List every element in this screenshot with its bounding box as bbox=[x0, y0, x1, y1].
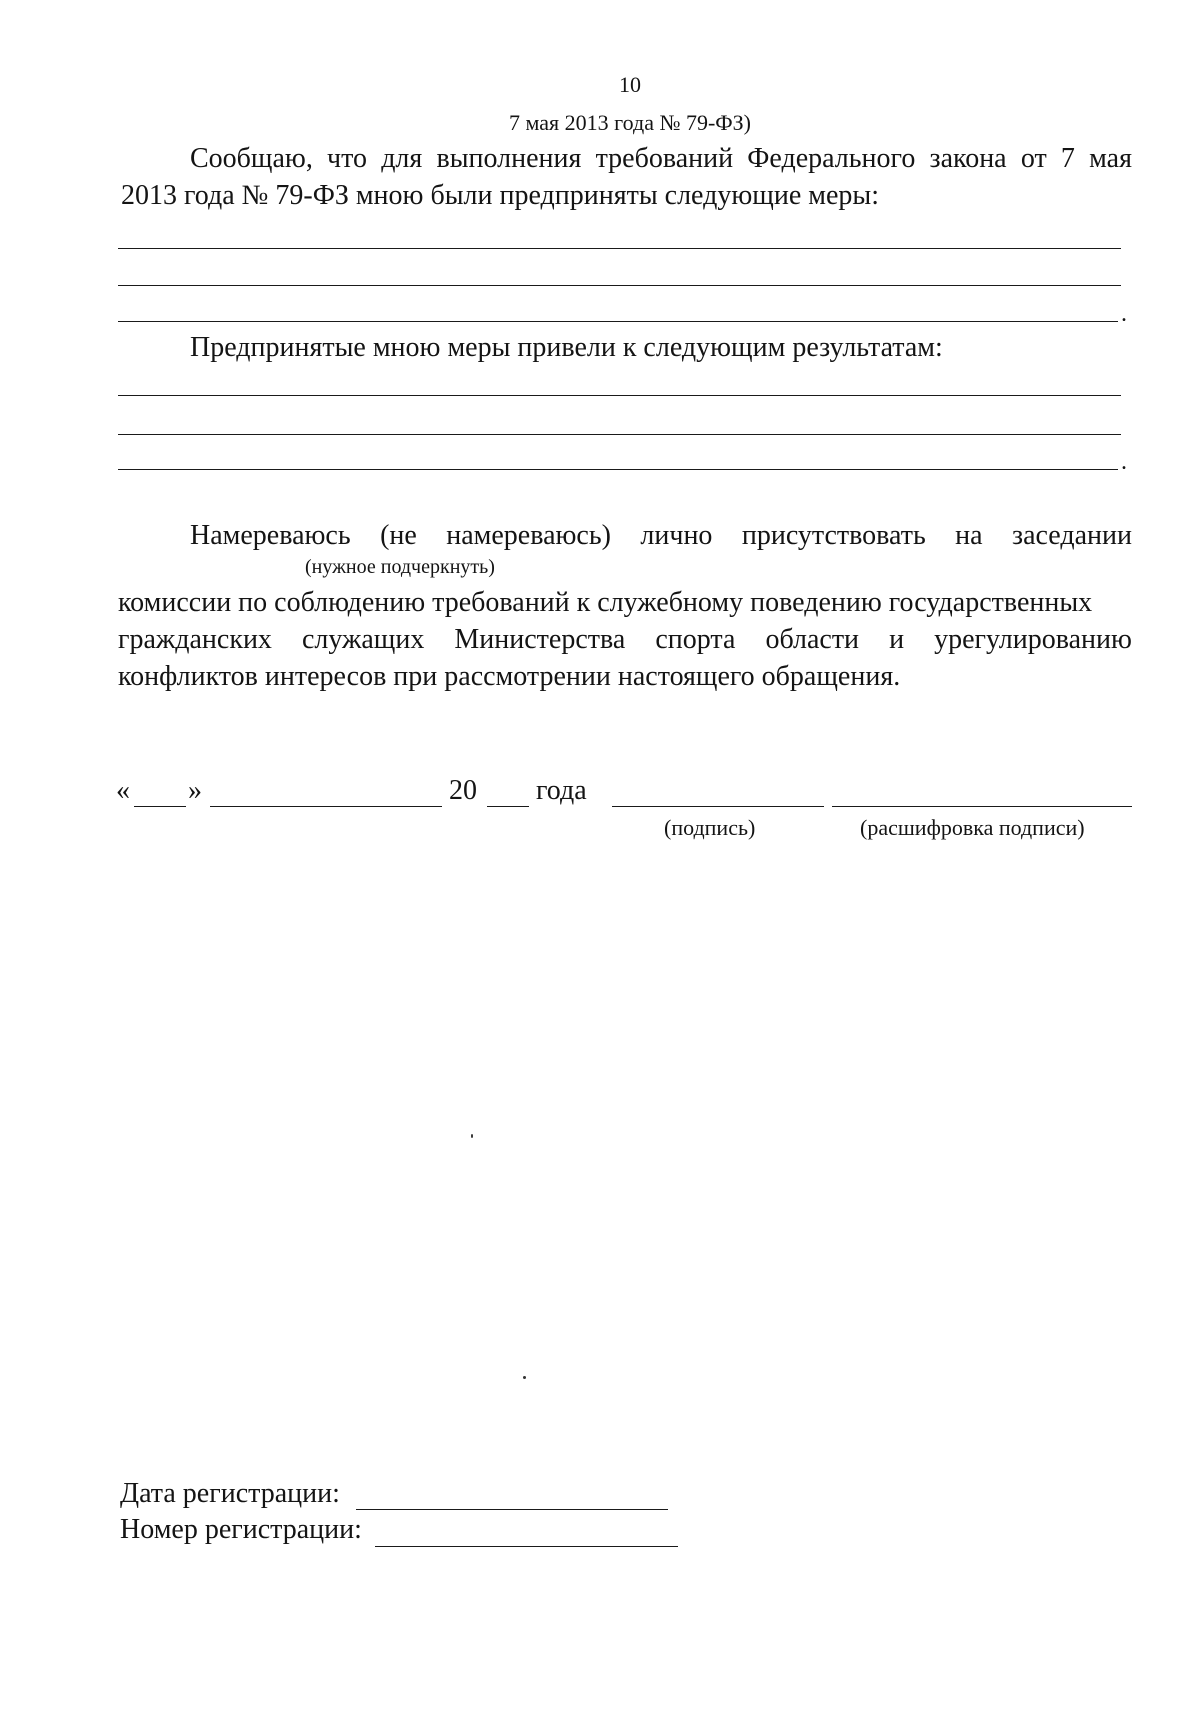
signature-fill-line bbox=[612, 806, 824, 807]
registration-number-label: Номер регистрации: bbox=[120, 1514, 362, 1545]
measures-paragraph-line-2: 2013 года № 79-ФЗ мною были предприняты следующие меры: bbox=[121, 180, 879, 211]
month-fill-line bbox=[210, 806, 442, 807]
signature-decoding-fill-line bbox=[832, 806, 1132, 807]
registration-date-label: Дата регистрации: bbox=[120, 1478, 340, 1509]
word: присутствовать bbox=[741, 520, 926, 551]
measures-fill-line-2 bbox=[118, 285, 1121, 286]
intention-paragraph-line-3 bbox=[118, 621, 1132, 659]
page-number: 10 bbox=[619, 72, 641, 97]
date-quote-close: » bbox=[188, 775, 202, 806]
results-fill-line-1 bbox=[118, 395, 1121, 396]
intention-paragraph-line-4: конфликтов интересов при рассмотрении настоящего обращения. bbox=[118, 661, 901, 692]
word: урегулированию bbox=[934, 624, 1132, 655]
word: области bbox=[765, 624, 860, 655]
measures-end-dot: . bbox=[1121, 301, 1127, 327]
word: 7 bbox=[1060, 143, 1075, 174]
word: от bbox=[1020, 143, 1047, 174]
results-fill-line-2 bbox=[118, 434, 1121, 435]
header-law-reference: 7 мая 2013 года № 79-ФЗ) bbox=[509, 110, 751, 135]
registration-number-fill-line bbox=[375, 1546, 678, 1547]
word: мая bbox=[1089, 143, 1132, 174]
word: на bbox=[955, 520, 983, 551]
word: выполнения bbox=[436, 143, 582, 174]
measures-paragraph-line-1 bbox=[190, 140, 1132, 178]
word: Федерального bbox=[747, 143, 916, 174]
word: что bbox=[327, 143, 367, 174]
word: гражданских bbox=[118, 624, 272, 655]
word: (не bbox=[380, 520, 417, 551]
word: Министерства bbox=[454, 624, 626, 655]
word: Сообщаю, bbox=[190, 143, 313, 174]
signature-decoding-caption: (расшифровка подписи) bbox=[860, 815, 1085, 840]
scan-speck bbox=[471, 1134, 473, 1138]
intention-paragraph-line-2: комиссии по соблюдению требований к служебному поведению государственных bbox=[118, 587, 1093, 618]
year-suffix: года bbox=[536, 775, 587, 806]
scan-speck bbox=[523, 1376, 526, 1379]
word: для bbox=[381, 143, 423, 174]
day-fill-line bbox=[134, 806, 186, 807]
date-quote-open: « bbox=[116, 775, 130, 806]
results-end-dot: . bbox=[1121, 449, 1127, 475]
word: спорта bbox=[655, 624, 736, 655]
word: заседании bbox=[1012, 520, 1132, 551]
word: закона bbox=[929, 143, 1007, 174]
word: и bbox=[889, 624, 905, 655]
word: лично bbox=[640, 520, 713, 551]
results-fill-line-3 bbox=[118, 469, 1118, 470]
year-prefix: 20 bbox=[449, 775, 477, 806]
word: Намереваюсь bbox=[190, 520, 351, 551]
results-paragraph: Предпринятые мною меры привели к следующим результатам: bbox=[190, 332, 943, 363]
measures-fill-line-3 bbox=[118, 321, 1118, 322]
registration-date-fill-line bbox=[356, 1509, 668, 1510]
year-fill-line bbox=[487, 806, 529, 807]
intention-paragraph-line-1 bbox=[190, 517, 1132, 555]
word: намереваюсь) bbox=[446, 520, 611, 551]
underline-hint: (нужное подчеркнуть) bbox=[305, 556, 495, 578]
word: служащих bbox=[301, 624, 425, 655]
signature-caption: (подпись) bbox=[664, 815, 756, 840]
measures-fill-line-1 bbox=[118, 248, 1121, 249]
word: требований bbox=[595, 143, 734, 174]
